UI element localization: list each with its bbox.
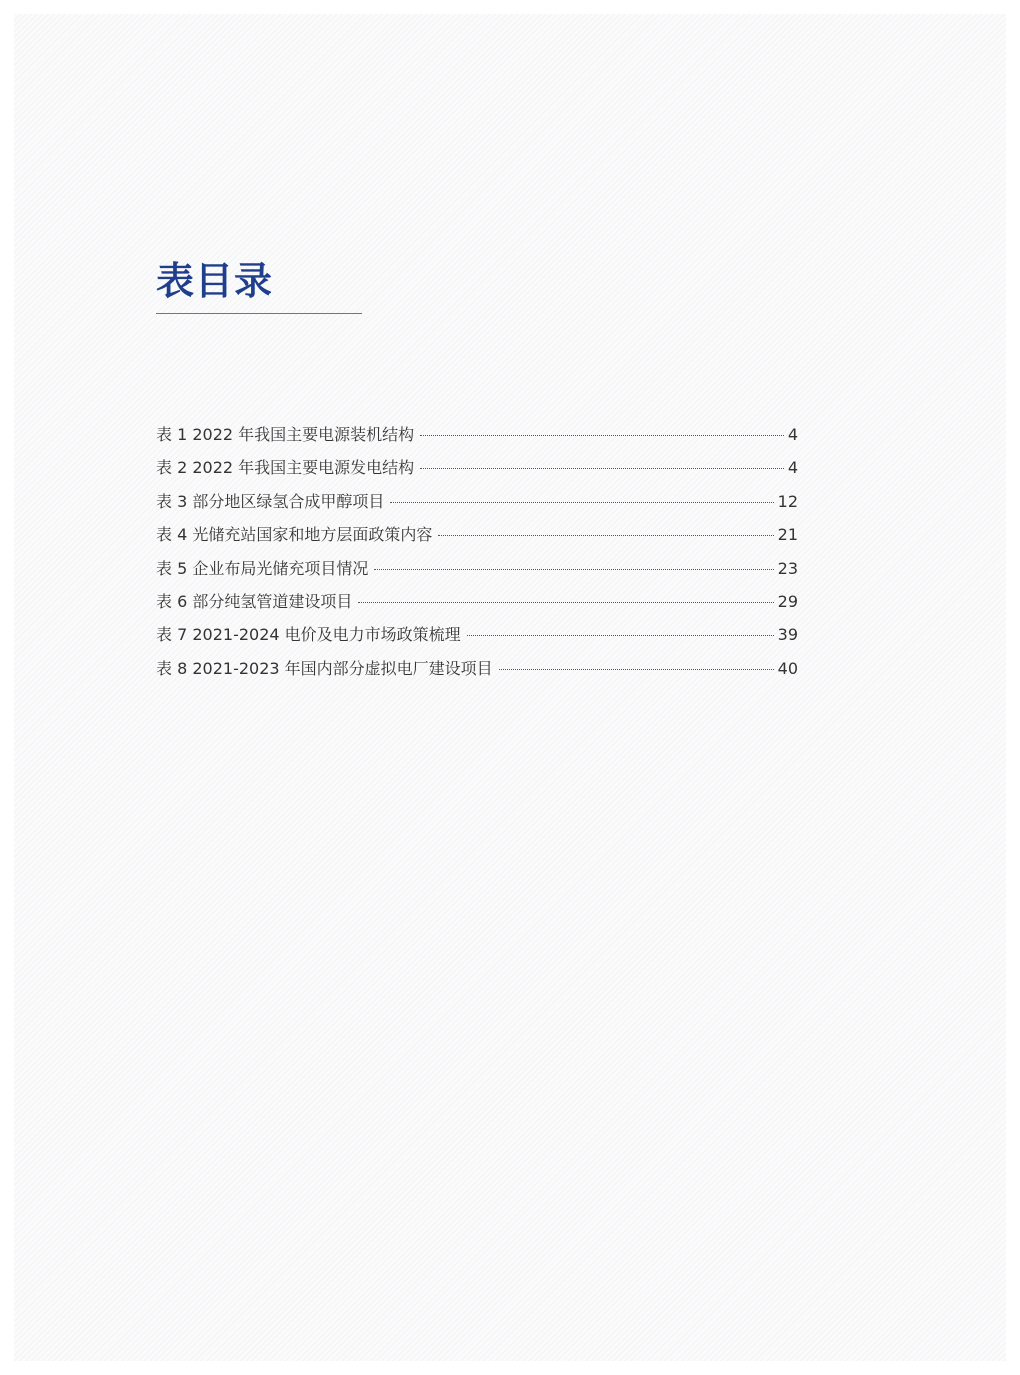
toc-entry[interactable]: [156, 585, 798, 618]
toc-entry-page: 4: [787, 425, 798, 444]
toc-entry-page: 21: [777, 525, 798, 545]
dot-leader: [420, 468, 784, 469]
toc-entry-label: 表 3 部分地区绿氢合成甲醇项目: [156, 491, 385, 511]
toc-entry[interactable]: [156, 418, 798, 451]
toc-entry[interactable]: [156, 485, 798, 518]
dot-leader: [358, 602, 773, 603]
toc-entry-page: 29: [777, 591, 798, 611]
toc-entry-page: 39: [777, 625, 798, 645]
toc-entry-label: 表 4 光储充站国家和地方层面政策内容: [156, 525, 433, 545]
dot-leader: [390, 502, 773, 503]
toc-entry-page: 12: [777, 491, 798, 511]
toc-entry-page: 23: [777, 558, 798, 578]
dot-leader: [420, 435, 784, 436]
toc-entry[interactable]: [156, 518, 798, 551]
toc-entry-label: 表 2 2022 年我国主要电源发电结构: [156, 458, 415, 478]
toc-entry-label: 表 5 企业布局光储充项目情况: [156, 558, 369, 578]
toc-entry[interactable]: [156, 618, 798, 651]
toc-entry-label: 表 7 2021-2024 电价及电力市场政策梳理: [156, 625, 461, 645]
page-title: 表目录: [156, 259, 274, 303]
dot-leader: [374, 569, 773, 570]
toc-entry[interactable]: [156, 451, 798, 484]
toc-entry[interactable]: [156, 552, 798, 585]
toc-entry-label: 表 1 2022 年我国主要电源装机结构: [156, 425, 415, 444]
toc-entry[interactable]: [156, 652, 798, 685]
toc-entry-label: 表 6 部分纯氢管道建设项目: [156, 591, 353, 611]
toc-entry-page: 40: [777, 658, 798, 678]
table-of-contents: [156, 418, 798, 685]
toc-entry-label: 表 8 2021-2023 年国内部分虚拟电厂建设项目: [156, 658, 493, 678]
toc-entry-page: 4: [787, 458, 798, 478]
dot-leader: [467, 635, 774, 636]
dot-leader: [499, 669, 774, 670]
page-background: [14, 14, 1006, 1361]
dot-leader: [438, 535, 773, 536]
title-underline: [156, 313, 362, 314]
